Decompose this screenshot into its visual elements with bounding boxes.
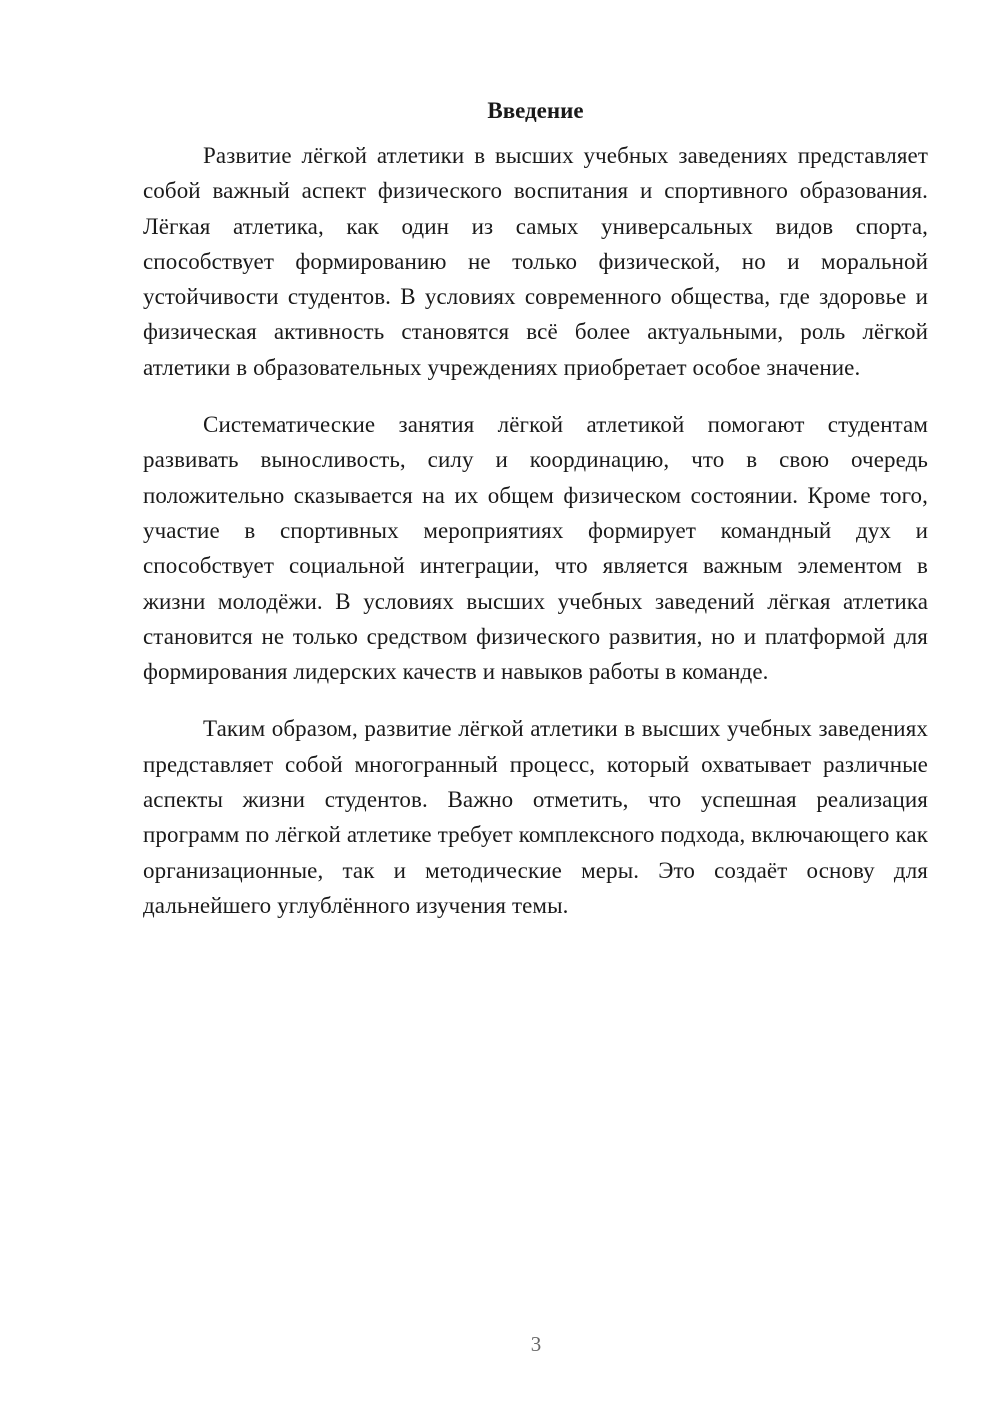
paragraph-1: Развитие лёгкой атлетики в высших учебных заведениях представляет собой важный аспект физического воспитания и спортивного образования. Лёгкая атлетика, как один из самых универсальных видов спорта, способствует формированию не только физической, но и моральной устойчивости студентов. В условиях современного общества, где здоровье и физическая активность становятся всё более актуальными, роль лёгкой атлетики в образовательных учреждениях приобретает особое значение.: [143, 143, 928, 380]
page-number: 3: [530, 1332, 542, 1356]
section-title: Введение: [487, 98, 584, 123]
paragraph-3: Таким образом, развитие лёгкой атлетики в высших учебных заведениях представляет собой многогранный процесс, который охватывает различные аспекты жизни студентов. Важно отметить, что успешная реализация программ по лёгкой атлетике требует комплексного подхода, включающего как организационные, так и методические меры. Это создаёт основу для дальнейшего углублённого изучения темы.: [143, 716, 928, 918]
page-content: [143, 96, 928, 945]
paragraph-2: Систематические занятия лёгкой атлетикой помогают студентам развивать выносливость, силу и координацию, что в свою очередь положительно сказывается на их общем физическом состоянии. Кроме того, участие в спортивных мероприятиях формирует командный дух и способствует социальной интеграции, что является важным элементом в жизни молодёжи. В условиях высших учебных заведений лёгкая атлетика становится не только средством физического развития, но и платформой для формирования лидерских качеств и навыков работы в команде.: [143, 412, 928, 685]
